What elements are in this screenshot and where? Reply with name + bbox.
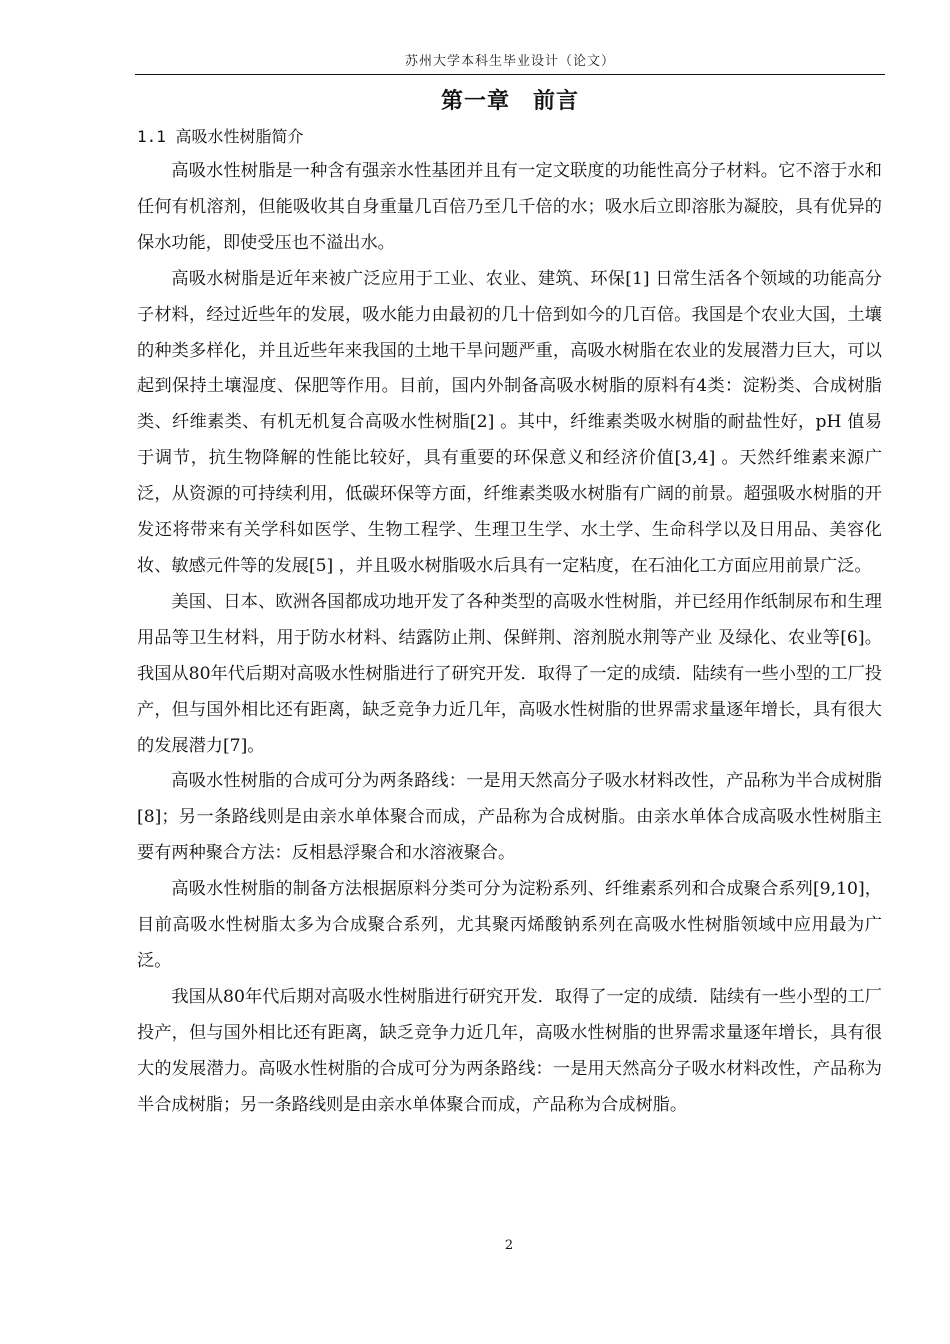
paragraph: 我国从80年代后期对高吸水性树脂进行研究开发．取得了一定的成绩．陆续有一些小型的工厂投产，但与国外相比还有距离，缺乏竞争力近几年，高吸水性树脂的世界需求量逐年增长，具有很大的发展潜力。高吸水性树脂的合成可分为两条路线：一是用天然高分子吸水材料改性，产品称为半合成树脂；另一条路线则是由亲水单体聚合而成，产品称为合成树脂。	[137, 986, 882, 1115]
chapter-title: 第一章 前言	[440, 89, 579, 114]
paragraph: 高吸水性树脂的制备方法根据原料分类可分为淀粉系列、纤维素系列和合成聚合系列[9,10]，目前高吸水性树脂太多为合成聚合系列，尤其聚丙烯酸钠系列在高吸水性树脂领域中应用最为广泛。	[137, 879, 882, 971]
paragraph: 美国、日本、欧洲各国都成功地开发了各种类型的高吸水性树脂，并已经用作纸制尿布和生理用品等卫生材料，用于防水材料、结露防止荆、保鲜荆、溶剂脱水荆等产业 及绿化、农业等[6]。我国从80年代后期对高吸水性树脂进行了研究开发．取得了一定的成绩．陆续有一些小型的工厂投产，但与国外相比还有距离，缺乏竞争力近几年，高吸水性树脂的世界需求量逐年增长，具有很大的发展潜力[7]。	[137, 591, 882, 756]
body-text	[137, 154, 882, 1123]
paragraph: 高吸水树脂是近年来被广泛应用于工业、农业、建筑、环保[1] 日常生活各个领域的功能高分子材料，经过近些年的发展，吸水能力由最初的几十倍到如今的几百倍。我国是个农业大国，土壤的种类多样化，并且近些年来我国的土地干旱问题严重，高吸水树脂在农业的发展潜力巨大，可以起到保持土壤湿度、保肥等作用。目前，国内外制备高吸水树脂的原料有4类：淀粉类、合成树脂类、纤维素类、有机无机复合高吸水性树脂[2] 。其中，纤维素类吸水树脂的耐盐性好，pH 值易于调节，抗生物降解的性能比较好，具有重要的环保意义和经济价值[3,4] 。天然纤维素来源广泛，从资源的可持续利用，低碳环保等方面，纤维素类吸水树脂有广阔的前景。超强吸水树脂的开发还将带来有关学科如医学、生物工程学、生理卫生学、水土学、生命科学以及日用品、美容化妆、敏感元件等的发展[5] ，并且吸水树脂吸水后具有一定粘度，在石油化工方面应用前景广泛。	[137, 268, 882, 576]
page-number: 2	[504, 1238, 514, 1253]
section-heading: 1.1 高吸水性树脂简介	[137, 127, 304, 146]
header-divider	[135, 74, 885, 75]
running-header: 苏州大学本科生毕业设计（论文）	[404, 54, 615, 69]
paragraph: 高吸水性树脂是一种含有强亲水性基团并且有一定文联度的功能性高分子材料。它不溶于水和任何有机溶剂，但能吸收其自身重量几百倍乃至几千倍的水；吸水后立即溶胀为凝胶，具有优异的保水功能，即使受压也不溢出水。	[137, 161, 882, 253]
paragraph: 高吸水性树脂的合成可分为两条路线：一是用天然高分子吸水材料改性，产品称为半合成树脂[8]；另一条路线则是由亲水单体聚合而成，产品称为合成树脂。由亲水单体合成高吸水性树脂主要有两种聚合方法：反相悬浮聚合和水溶液聚合。	[137, 771, 882, 864]
